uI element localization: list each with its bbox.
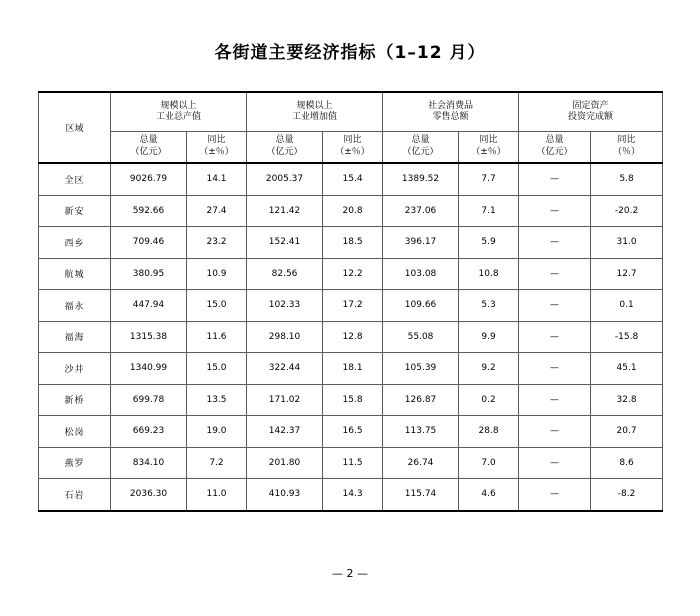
header-sub-2-line1: 同比 xyxy=(207,135,226,146)
header-sub-3-line2: （亿元） xyxy=(266,147,303,157)
cell-added-value-yoy: 15.8 xyxy=(323,384,383,416)
cell-industrial-output-total: 380.95 xyxy=(111,258,187,290)
cell-added-value-yoy: 17.2 xyxy=(323,290,383,322)
header-group-industrial-added-value-line2: 工业增加值 xyxy=(292,112,338,122)
header-group-row xyxy=(39,92,663,132)
cell-industrial-output-yoy: 13.5 xyxy=(187,384,247,416)
cell-investment-yoy: -15.8 xyxy=(591,321,663,353)
cell-retail-total: 126.87 xyxy=(383,384,459,416)
cell-investment-total: — xyxy=(519,227,591,259)
cell-retail-yoy: 0.2 xyxy=(459,384,519,416)
cell-added-value-total: 201.80 xyxy=(247,447,323,479)
header-group-fixed-asset-investment xyxy=(519,92,663,132)
header-sub-7 xyxy=(519,132,591,164)
row-region: 西乡 xyxy=(39,227,111,259)
cell-added-value-total: 102.33 xyxy=(247,290,323,322)
page-number: — 2 — xyxy=(332,567,368,580)
cell-industrial-output-total: 709.46 xyxy=(111,227,187,259)
cell-retail-total: 396.17 xyxy=(383,227,459,259)
cell-investment-total: — xyxy=(519,290,591,322)
header-group-retail-sales-line2: 零售总额 xyxy=(432,112,469,122)
cell-added-value-yoy: 16.5 xyxy=(323,416,383,448)
header-sub-4 xyxy=(323,132,383,164)
header-group-retail-sales xyxy=(383,92,519,132)
cell-investment-total: — xyxy=(519,163,591,195)
row-region: 新安 xyxy=(39,195,111,227)
header-sub-1-line2: （亿元） xyxy=(130,147,167,157)
cell-added-value-total: 2005.37 xyxy=(247,163,323,195)
row-region: 福海 xyxy=(39,321,111,353)
cell-retail-total: 113.75 xyxy=(383,416,459,448)
cell-added-value-yoy: 14.3 xyxy=(323,479,383,511)
cell-retail-yoy: 10.8 xyxy=(459,258,519,290)
cell-added-value-yoy: 20.8 xyxy=(323,195,383,227)
cell-retail-yoy: 5.9 xyxy=(459,227,519,259)
cell-investment-yoy: 12.7 xyxy=(591,258,663,290)
cell-added-value-yoy: 18.5 xyxy=(323,227,383,259)
cell-added-value-total: 152.41 xyxy=(247,227,323,259)
header-sub-5-line1: 总量 xyxy=(411,135,430,146)
cell-added-value-total: 322.44 xyxy=(247,353,323,385)
cell-investment-total: — xyxy=(519,384,591,416)
cell-industrial-output-total: 447.94 xyxy=(111,290,187,322)
cell-investment-yoy: 31.0 xyxy=(591,227,663,259)
cell-investment-total: — xyxy=(519,353,591,385)
table-body xyxy=(39,163,663,511)
cell-investment-total: — xyxy=(519,447,591,479)
cell-retail-yoy: 9.9 xyxy=(459,321,519,353)
header-sub-5 xyxy=(383,132,459,164)
header-region xyxy=(39,92,111,163)
table-row xyxy=(39,163,663,195)
header-sub-2 xyxy=(187,132,247,164)
cell-industrial-output-yoy: 27.4 xyxy=(187,195,247,227)
row-region: 新桥 xyxy=(39,384,111,416)
row-region: 沙井 xyxy=(39,353,111,385)
table-row xyxy=(39,479,663,511)
cell-retail-total: 1389.52 xyxy=(383,163,459,195)
header-group-industrial-output xyxy=(111,92,247,132)
header-group-industrial-added-value xyxy=(247,92,383,132)
table-row xyxy=(39,353,663,385)
row-region: 石岩 xyxy=(39,479,111,511)
page-title: 各街道主要经济指标（1–12 月） xyxy=(214,43,486,63)
table-row xyxy=(39,195,663,227)
cell-industrial-output-yoy: 7.2 xyxy=(187,447,247,479)
table-header xyxy=(39,92,663,163)
cell-retail-yoy: 7.0 xyxy=(459,447,519,479)
row-region: 燕罗 xyxy=(39,447,111,479)
table-row xyxy=(39,384,663,416)
cell-industrial-output-total: 669.23 xyxy=(111,416,187,448)
cell-added-value-yoy: 11.5 xyxy=(323,447,383,479)
cell-retail-yoy: 7.7 xyxy=(459,163,519,195)
economic-indicators-table xyxy=(38,91,663,512)
table-row xyxy=(39,416,663,448)
cell-retail-total: 26.74 xyxy=(383,447,459,479)
cell-industrial-output-yoy: 15.0 xyxy=(187,290,247,322)
cell-investment-yoy: 32.8 xyxy=(591,384,663,416)
cell-investment-yoy: 5.8 xyxy=(591,163,663,195)
row-region: 全区 xyxy=(39,163,111,195)
cell-industrial-output-total: 9026.79 xyxy=(111,163,187,195)
cell-investment-total: — xyxy=(519,321,591,353)
cell-retail-total: 109.66 xyxy=(383,290,459,322)
cell-added-value-total: 121.42 xyxy=(247,195,323,227)
row-region: 福永 xyxy=(39,290,111,322)
header-sub-8-line1: 同比 xyxy=(617,135,636,146)
header-sub-row xyxy=(39,132,663,164)
cell-investment-yoy: -20.2 xyxy=(591,195,663,227)
cell-added-value-total: 171.02 xyxy=(247,384,323,416)
cell-industrial-output-total: 699.78 xyxy=(111,384,187,416)
cell-retail-yoy: 4.6 xyxy=(459,479,519,511)
table-row xyxy=(39,447,663,479)
cell-added-value-yoy: 18.1 xyxy=(323,353,383,385)
header-sub-2-line2: （±％） xyxy=(199,147,234,157)
cell-investment-yoy: 45.1 xyxy=(591,353,663,385)
cell-retail-yoy: 9.2 xyxy=(459,353,519,385)
header-sub-3-line1: 总量 xyxy=(275,135,294,146)
table-row xyxy=(39,258,663,290)
header-sub-4-line1: 同比 xyxy=(343,135,362,146)
cell-industrial-output-yoy: 14.1 xyxy=(187,163,247,195)
cell-industrial-output-yoy: 10.9 xyxy=(187,258,247,290)
header-sub-6 xyxy=(459,132,519,164)
header-group-industrial-added-value-line1: 规模以上 xyxy=(296,100,333,111)
header-sub-5-line2: （亿元） xyxy=(402,147,439,157)
cell-retail-total: 105.39 xyxy=(383,353,459,385)
cell-added-value-total: 82.56 xyxy=(247,258,323,290)
cell-industrial-output-total: 834.10 xyxy=(111,447,187,479)
cell-industrial-output-yoy: 19.0 xyxy=(187,416,247,448)
header-sub-6-line1: 同比 xyxy=(479,135,498,146)
header-group-industrial-output-line1: 规模以上 xyxy=(160,100,197,111)
cell-added-value-yoy: 12.2 xyxy=(323,258,383,290)
cell-added-value-total: 142.37 xyxy=(247,416,323,448)
header-sub-3 xyxy=(247,132,323,164)
row-region: 航城 xyxy=(39,258,111,290)
cell-retail-total: 237.06 xyxy=(383,195,459,227)
cell-added-value-total: 410.93 xyxy=(247,479,323,511)
cell-retail-total: 103.08 xyxy=(383,258,459,290)
cell-added-value-yoy: 15.4 xyxy=(323,163,383,195)
cell-industrial-output-total: 2036.30 xyxy=(111,479,187,511)
header-sub-7-line1: 总量 xyxy=(545,135,564,146)
cell-investment-yoy: 20.7 xyxy=(591,416,663,448)
cell-industrial-output-total: 1315.38 xyxy=(111,321,187,353)
cell-investment-total: — xyxy=(519,479,591,511)
header-sub-8 xyxy=(591,132,663,164)
cell-investment-total: — xyxy=(519,195,591,227)
cell-retail-yoy: 5.3 xyxy=(459,290,519,322)
cell-industrial-output-total: 1340.99 xyxy=(111,353,187,385)
header-sub-1 xyxy=(111,132,187,164)
economic-indicators-table-wrap xyxy=(38,91,662,512)
header-sub-4-line2: （±％） xyxy=(335,147,370,157)
header-group-retail-sales-line1: 社会消费品 xyxy=(428,100,474,111)
header-group-industrial-output-line2: 工业总产值 xyxy=(156,112,202,122)
header-group-fixed-asset-investment-line2: 投资完成额 xyxy=(568,112,614,122)
cell-industrial-output-total: 592.66 xyxy=(111,195,187,227)
cell-retail-total: 115.74 xyxy=(383,479,459,511)
header-sub-6-line2: （±％） xyxy=(471,147,506,157)
document-page xyxy=(0,38,700,616)
header-region-label: 区域 xyxy=(65,124,84,134)
header-sub-8-line2: （％） xyxy=(613,147,641,157)
table-row xyxy=(39,321,663,353)
cell-industrial-output-yoy: 23.2 xyxy=(187,227,247,259)
table-row xyxy=(39,290,663,322)
cell-investment-yoy: 0.1 xyxy=(591,290,663,322)
header-sub-1-line1: 总量 xyxy=(139,135,158,146)
cell-retail-yoy: 28.8 xyxy=(459,416,519,448)
header-group-fixed-asset-investment-line1: 固定资产 xyxy=(572,100,609,111)
cell-investment-total: — xyxy=(519,416,591,448)
cell-retail-total: 55.08 xyxy=(383,321,459,353)
cell-industrial-output-yoy: 11.0 xyxy=(187,479,247,511)
cell-industrial-output-yoy: 15.0 xyxy=(187,353,247,385)
cell-investment-total: — xyxy=(519,258,591,290)
header-sub-7-line2: （亿元） xyxy=(536,147,573,157)
row-region: 松岗 xyxy=(39,416,111,448)
cell-investment-yoy: 8.6 xyxy=(591,447,663,479)
cell-added-value-yoy: 12.8 xyxy=(323,321,383,353)
cell-industrial-output-yoy: 11.6 xyxy=(187,321,247,353)
cell-investment-yoy: -8.2 xyxy=(591,479,663,511)
cell-added-value-total: 298.10 xyxy=(247,321,323,353)
cell-retail-yoy: 7.1 xyxy=(459,195,519,227)
table-row xyxy=(39,227,663,259)
